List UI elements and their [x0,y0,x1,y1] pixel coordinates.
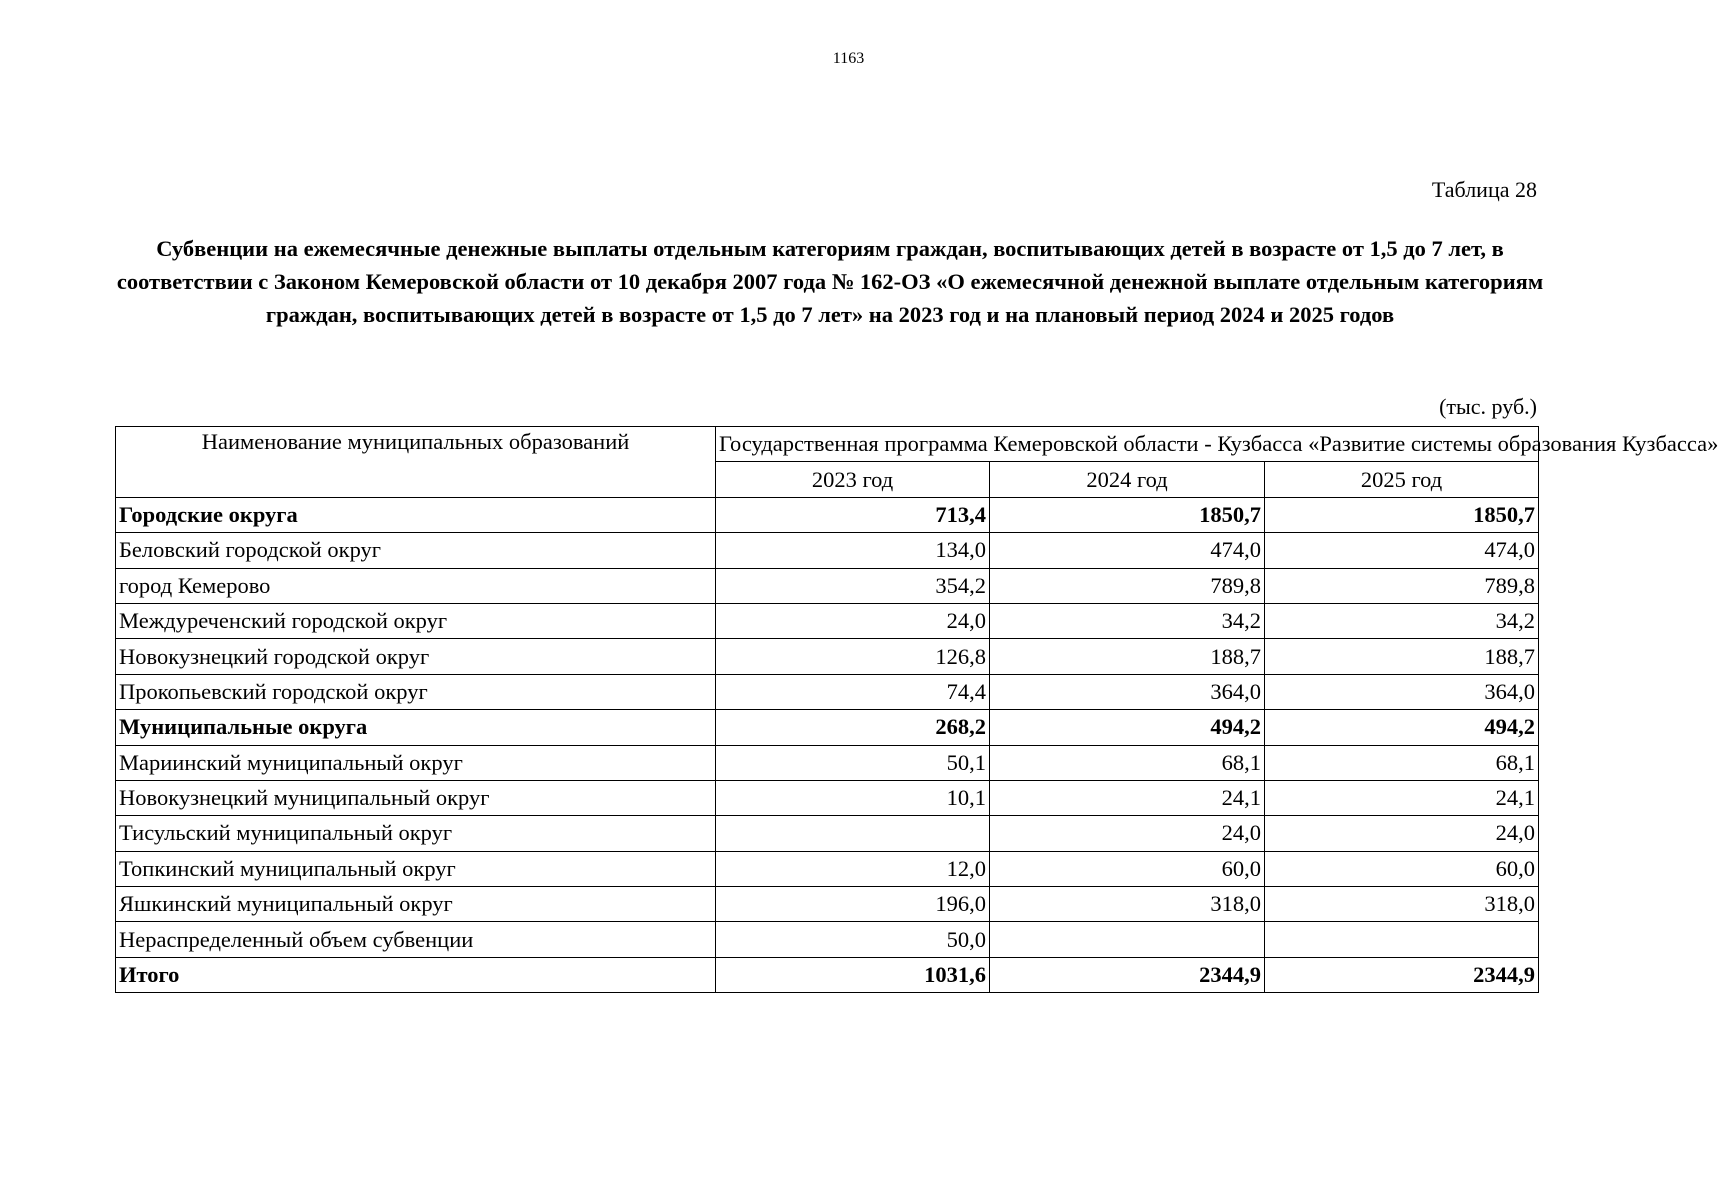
value-2023-cell: 50,1 [716,745,990,780]
value-2024-cell: 789,8 [990,568,1265,603]
municipality-name-cell: Междуреченский городской округ [116,603,716,638]
value-2025-cell: 24,1 [1265,780,1539,815]
value-2024-cell: 68,1 [990,745,1265,780]
subsidy-table [115,426,1718,993]
value-2023-cell: 10,1 [716,780,990,815]
municipality-name-cell: Новокузнецкий городской округ [116,639,716,674]
document-title: Субвенции на ежемесячные денежные выплаты отдельным категориям граждан, воспитывающих детей в возрасте от 1,5 до 7 лет, в соответствии с Законом Кемеровской области от 10 декабря 2007 года № 162-ОЗ «О ежемесячной денежной выплате отдельным категориям граждан, воспитывающих детей в возрасте от 1,5 до 7 лет» на 2023 год и на плановый период 2024 и 2025 годов [116,236,1544,327]
page-number: 1163 [832,50,865,67]
value-2024-cell: 188,7 [990,639,1265,674]
value-2025-cell: 318,0 [1265,887,1539,922]
table-row [116,710,1539,745]
municipality-name-cell: Мариинский муниципальный округ [116,745,716,780]
value-2024-cell: 24,1 [990,780,1265,815]
table-row [116,497,1539,532]
value-2025-cell: 494,2 [1265,710,1539,745]
table-row [116,780,1539,815]
value-2023-cell: 354,2 [716,568,990,603]
value-2024-cell [990,922,1265,957]
value-2025-cell: 188,7 [1265,639,1539,674]
column-header-municipality: Наименование муниципальных образований [116,427,716,498]
table-row [116,568,1539,603]
municipality-name-cell: Прокопьевский городской округ [116,674,716,709]
table-row [116,745,1539,780]
value-2025-cell: 789,8 [1265,568,1539,603]
value-2023-cell: 1031,6 [716,957,990,992]
value-2023-cell: 24,0 [716,603,990,638]
table-row [116,639,1539,674]
value-2024-cell: 34,2 [990,603,1265,638]
value-2024-cell: 2344,9 [990,957,1265,992]
value-2024-cell: 1850,7 [990,497,1265,532]
column-header-2025: 2025 год [1265,462,1539,497]
municipality-name-cell: Муниципальные округа [116,710,716,745]
value-2025-cell: 474,0 [1265,533,1539,568]
column-header-program: Государственная программа Кемеровской области - Кузбасса «Развитие системы образования Кузбасса» [716,427,1539,462]
value-2025-cell: 60,0 [1265,851,1539,886]
value-2025-cell: 1850,7 [1265,497,1539,532]
value-2023-cell: 50,0 [716,922,990,957]
table-row [116,851,1539,886]
municipality-name-cell: Беловский городской округ [116,533,716,568]
units-label: (тыс. руб.) [1439,394,1537,419]
value-2025-cell: 364,0 [1265,674,1539,709]
table-row [116,922,1539,957]
value-2024-cell: 60,0 [990,851,1265,886]
value-2025-cell: 24,0 [1265,816,1539,851]
value-2023-cell: 134,0 [716,533,990,568]
value-2023-cell: 268,2 [716,710,990,745]
column-header-2023: 2023 год [716,462,990,497]
value-2023-cell: 126,8 [716,639,990,674]
value-2025-cell: 2344,9 [1265,957,1539,992]
value-2024-cell: 318,0 [990,887,1265,922]
value-2024-cell: 364,0 [990,674,1265,709]
table-row [116,533,1539,568]
column-header-2024: 2024 год [990,462,1265,497]
value-2023-cell: 196,0 [716,887,990,922]
municipality-name-cell: Тисульский муниципальный округ [116,816,716,851]
municipality-name-cell: Нераспределенный объем субвенции [116,922,716,957]
municipality-name-cell: Городские округа [116,497,716,532]
value-2024-cell: 474,0 [990,533,1265,568]
value-2025-cell: 34,2 [1265,603,1539,638]
municipality-name-cell: Топкинский муниципальный округ [116,851,716,886]
value-2024-cell: 494,2 [990,710,1265,745]
table-body [116,497,1539,992]
municipality-name-cell: Итого [116,957,716,992]
municipality-name-cell: Яшкинский муниципальный округ [116,887,716,922]
municipality-name-cell: Новокузнецкий муниципальный округ [116,780,716,815]
table-row [116,674,1539,709]
value-2023-cell: 713,4 [716,497,990,532]
value-2025-cell: 68,1 [1265,745,1539,780]
value-2024-cell: 24,0 [990,816,1265,851]
table-row [116,957,1539,992]
table-row [116,887,1539,922]
value-2023-cell: 12,0 [716,851,990,886]
value-2025-cell [1265,922,1539,957]
table-row [116,816,1539,851]
value-2023-cell: 74,4 [716,674,990,709]
table-row [116,603,1539,638]
value-2023-cell [716,816,990,851]
table-header [116,427,1718,498]
table-label: Таблица 28 [1431,177,1537,202]
municipality-name-cell: город Кемерово [116,568,716,603]
